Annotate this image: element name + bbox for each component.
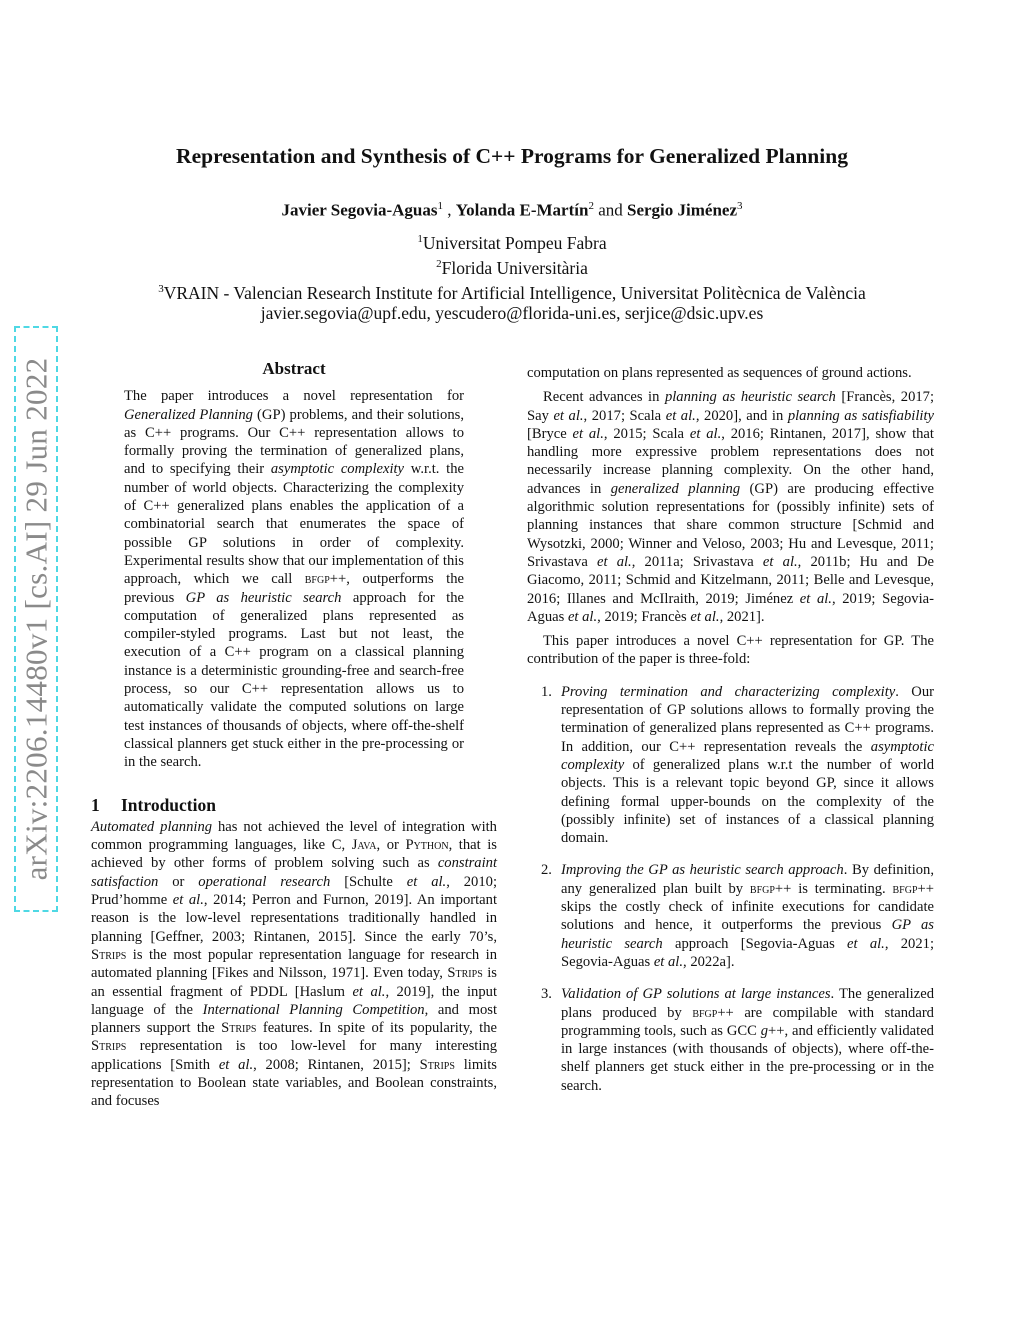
affiliation-line: $^3$VRAIN - Valencian Research Institute for Artificial Intelligence, Universitat Politècnica de València [158,282,866,303]
left-column [91,360,497,1111]
author-emails: javier.segovia@upf.edu, yescudero@florida-uni.es, serjice@dsic.upv.es [260,303,764,324]
recent-advances-paragraph: Recent advances in planning as heuristic search [Francès, 2017; Say et al., 2017; Scala et al., 2020], and in planning as satisfiability [Bryce et al., 2015; Scala et al., 2016; Rintanen, 2017], show that handling more expressive problem representations does not necessarily increase planning complexity. On the other hand, advances in generalized planning (GP) are producing effective algorithmic solution representations for (possibly infinite) sets of planning instances that share common structure [Schmid and Wysotzki, 2000; Winner and Veloso, 2003; Hu and Levesque, 2011; Srivastava et al., 2011a; Srivastava et al., 2011b; Hu and De Giacomo, 2011; Schmid and Kitzelmann, 2011; Belle and Levesque, 2016; Illanes and McIlraith, 2019; Jiménez et al., 2019; Segovia-Aguas et al., 2019; Francès et al., 2021]. [527,389,935,625]
affiliation-line: $^1$Universitat Pompeu Fabra [417,232,607,253]
abstract-text: The paper introduces a novel representation for Generalized Planning (GP) problems, and their solutions, as C++ programs. Our C++ representation allows to formally proving the termination of generalized plans, and to specifying their asymptotic complexity w.r.t. the number of world objects. Characterizing the complexity of C++ generalized plans enables the application of a combinatorial search that enumerates the space of possible GP solutions in order of complexity. Experimental results show that our implementation of this approach, which we call bfgp++, outperforms the previous GP as heuristic search approach for the computation of generalized plans represented as compiler-styled programs. Last but not least, the execution of a C++ program on a classical planning instance is a deterministic grounding-free and search-free process, so our C++ representation allows us to automatically validate the computed solutions on large test instances of thousands of objects, where off-the-shelf classical planners get stuck either in the pre-processing or in the search. [124,388,464,771]
affiliations [0,229,1024,324]
section-heading-introduction: 1 Introduction [91,794,216,815]
intro-paragraph: Automated planning has not achieved the level of integration with common programming languages, like C, Java, or Python, that is achieved by other forms of problem solving such as constraint satisfaction or operational research [Schulte et al., 2010; Prud’homme et al., 2014; Perron and Furnon, 2019]. An important reason is the low-level representations traditionally handled in planning [Geffner, 2003; Rintanen, 2015]. Since the early 70’s, Strips is the most popular representation language for research in automated planning [Fikes and Nilsson, 1971]. Even today, Strips is an essential fragment of PDDL [Haslum et al., 2019], the input language of the International Planning Competition, and most planners support the Strips features. In spite of its popularity, the Strips representation is too low-level for many interesting applications [Smith et al., 2008; Rintanen, 2015]; Strips limits representation to Boolean state variables, and Boolean constraints, and focuses [91,818,498,1110]
arxiv-identifier-text: arXiv:2206.14480v1 [cs.AI] 29 Jun 2022 [18,357,53,881]
affiliation-line: $^2$Florida Universitària [436,257,588,278]
paper-title: Representation and Synthesis of C++ Programs for Generalized Planning [176,144,848,168]
contribution-list [527,683,934,1095]
abstract-heading: Abstract [262,359,326,378]
list-item: 3. Validation of GP solutions at large instances. The generalized plans produced by bfgp++ are compilable with standard programming tools, such as GCC g++, and efficiently validated in large instances (with thousands of objects), where off-the-shelf planners get stuck either in the pre-processing or in the search. [541,986,934,1094]
arxiv-identifier-stamp [14,326,58,912]
author-list: Javier Segovia-Aguas$^1$ , Yolanda E-Martín$^2$ and Sergio Jiménez$^3$ [281,200,743,220]
contribution-intro: This paper introduces a novel C++ representation for GP. The contribution of the paper is three-fold: [527,633,934,668]
paragraph-continuation: computation on plans represented as sequences of ground actions. [527,365,912,381]
author-name: Javier Segovia-Aguas [281,200,438,220]
author-name: Sergio Jiménez [627,200,737,220]
list-item: 2. Improving the GP as heuristic search approach. By definition, any generalized plan built by bfgp++ is terminating. bfgp++ skips the costly check of infinite executions for candidate solutions and hence, it outperforms the previous GP as heuristic search approach [Segovia-Aguas et al., 2021; Segovia-Aguas et al., 2022a]. [541,862,935,970]
right-column [527,364,934,1109]
author-name: Yolanda E-Martín [455,200,589,220]
list-item: 1. Proving termination and characterizing complexity. Our representation of GP solutions allows to formally proving the termination of generalized plans represented as C++ programs. In addition, our C++ representation reveals the asymptotic complexity of generalized plans w.r.t the number of world objects. This is a relevant topic beyond GP, since it allows defining formal upper-bounds on the complexity of the (possibly infinite) set of instances of a classical planning domain. [541,683,934,847]
